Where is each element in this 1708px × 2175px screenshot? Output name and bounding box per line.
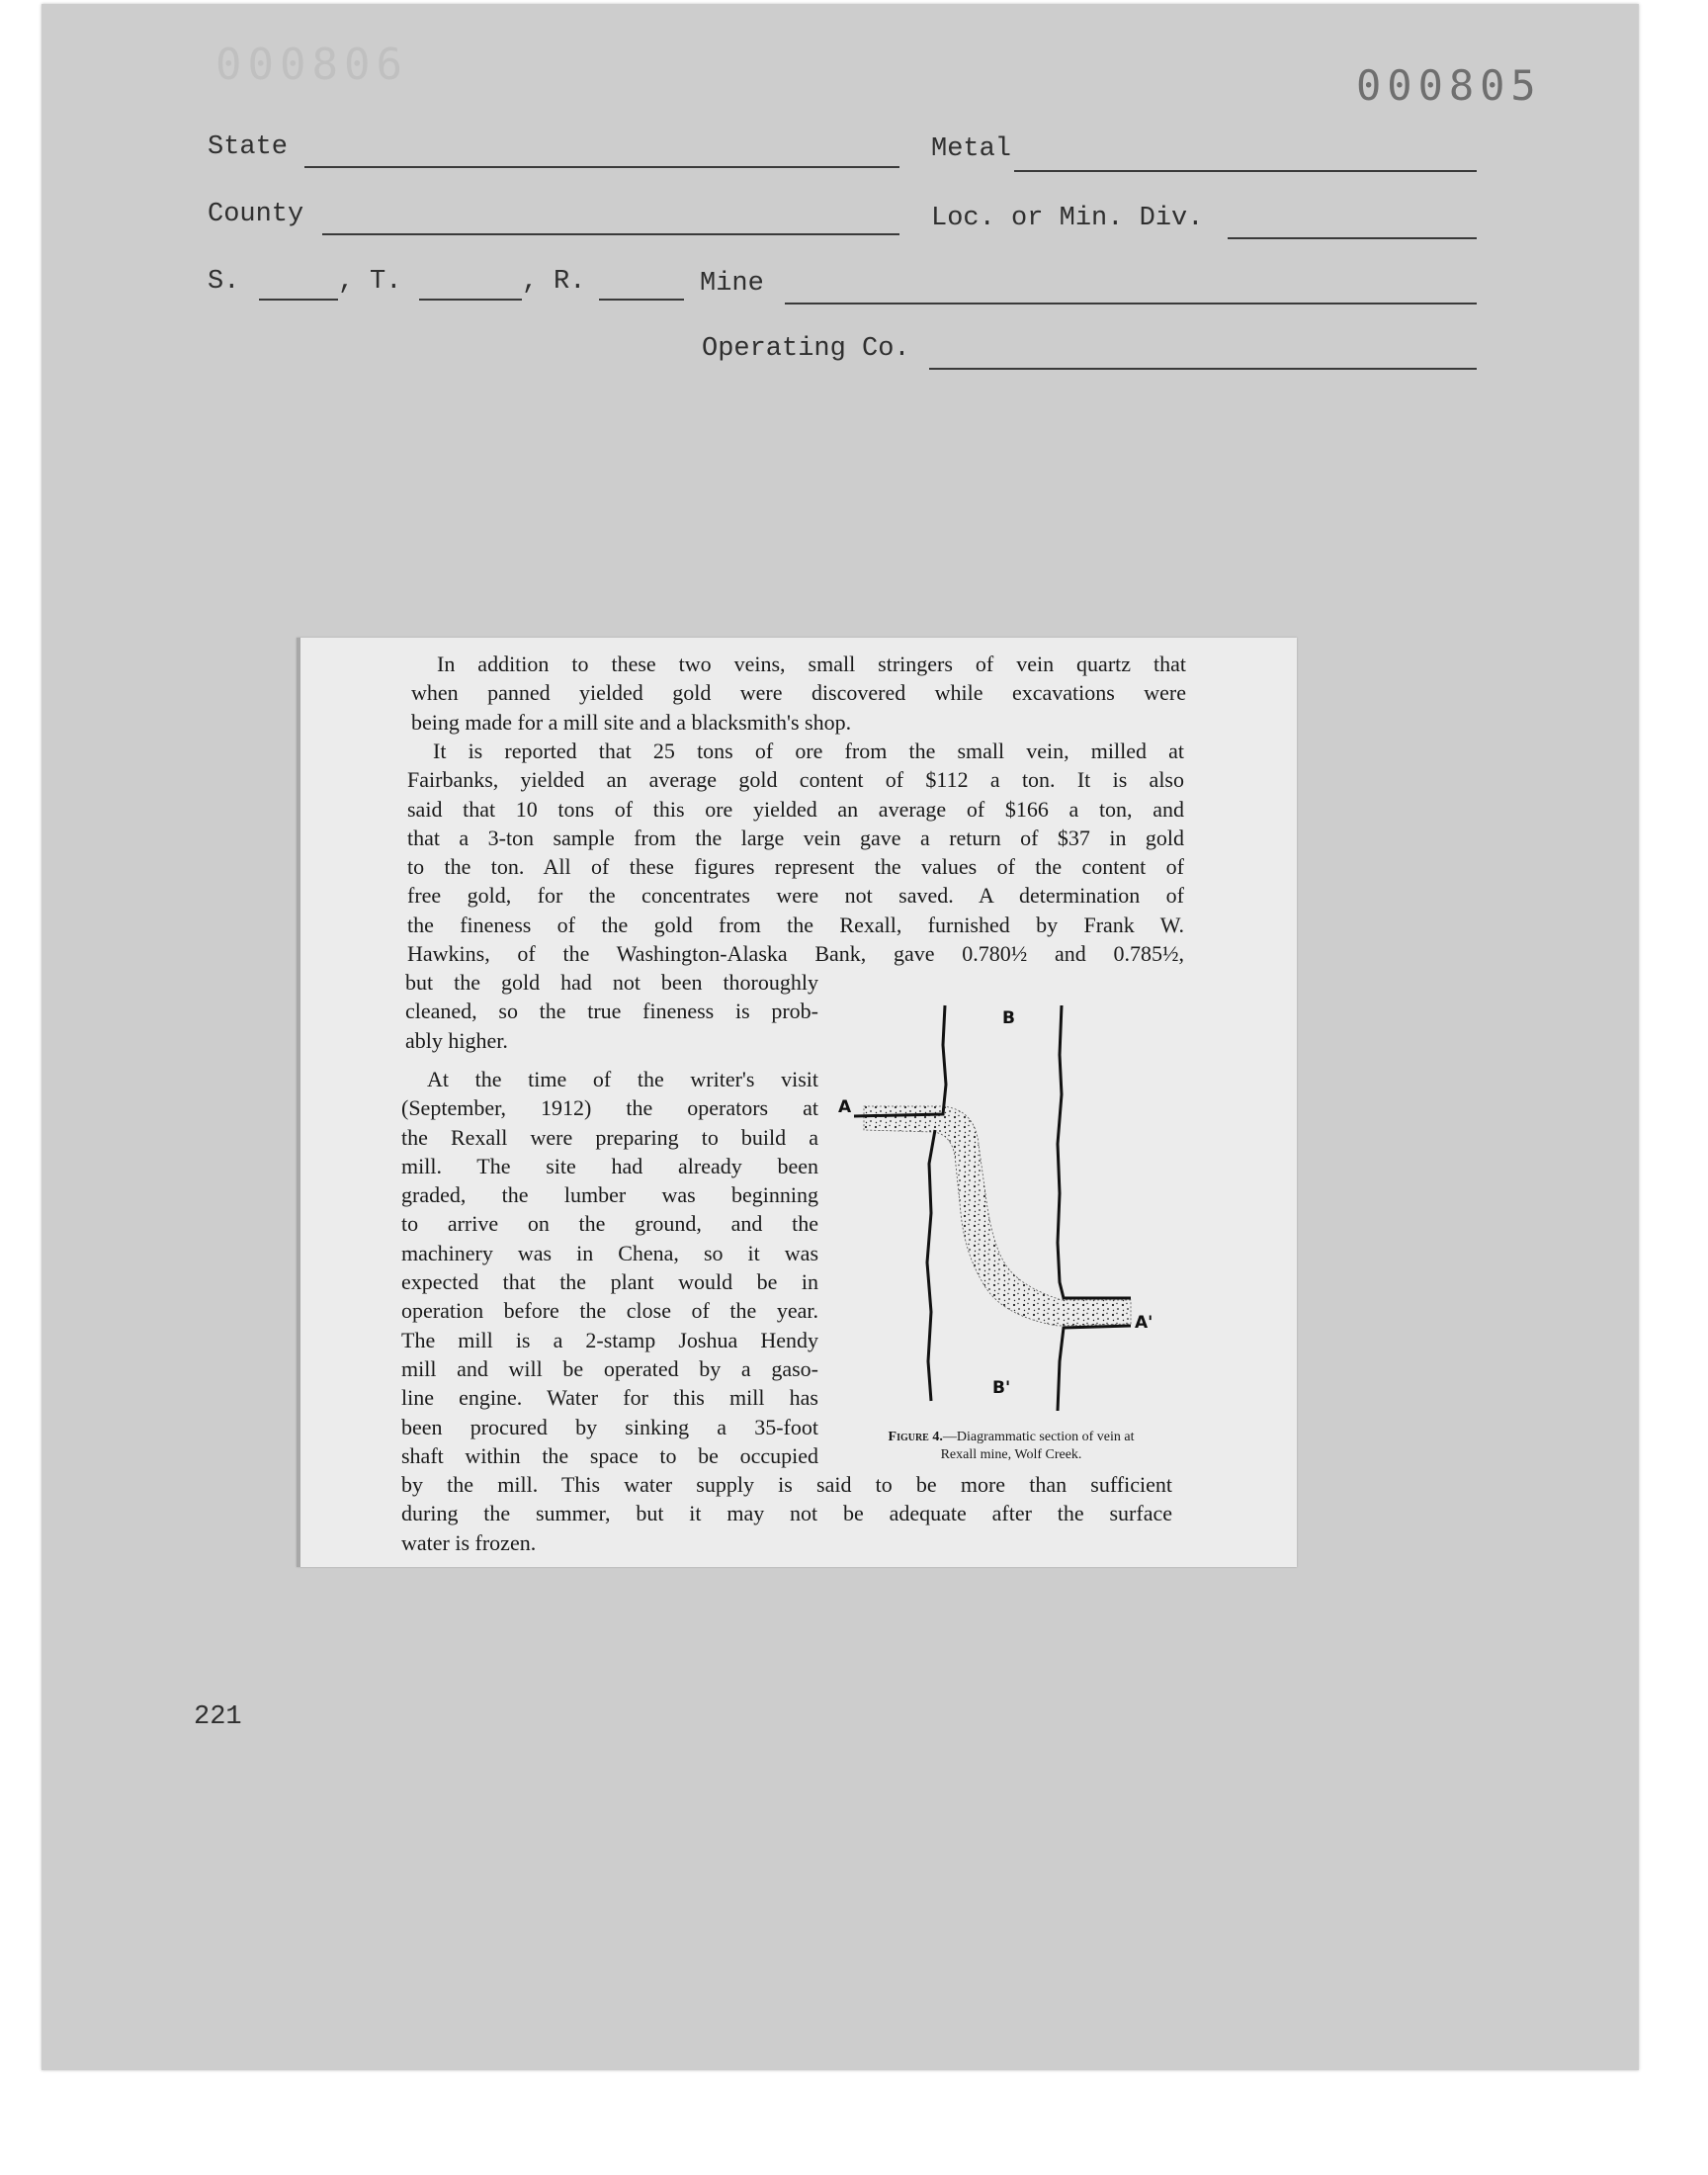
article-clipping xyxy=(297,638,1297,1567)
caption-line-1-text: —Diagrammatic section of vein at xyxy=(942,1430,1135,1444)
p2-line: It is reported that 25 tons of ore from the small vein, milled at xyxy=(433,739,1184,763)
section-label: S. xyxy=(208,267,240,297)
metal-line xyxy=(1014,170,1477,172)
label-b: B xyxy=(1002,1008,1015,1028)
p2-line: to the ton. All of these figures represent the values of the content of xyxy=(407,854,1184,880)
p2n-line: but the gold had not been thoroughly xyxy=(405,970,818,995)
p2n-line: ably higher. xyxy=(405,1027,508,1053)
p3-line: (September, 1912) the operators at xyxy=(401,1095,818,1121)
p3w-line: water is frozen. xyxy=(401,1529,537,1555)
p2-line: Hawkins, of the Washington-Alaska Bank, gave 0.780½ and 0.785½, xyxy=(407,941,1184,967)
right-wall xyxy=(1058,1005,1131,1411)
paragraph-1 xyxy=(411,650,1186,737)
mine-line xyxy=(785,303,1477,304)
p3-line: graded, the lumber was beginning xyxy=(401,1182,818,1208)
faded-record-stamp: 000806 xyxy=(215,40,408,90)
operating-co-line xyxy=(929,368,1477,370)
p3-line: operation before the close of the year. xyxy=(401,1298,818,1324)
caption-line-1 xyxy=(828,1429,1194,1446)
county-line xyxy=(322,233,899,235)
p2-line: Fairbanks, yielded an average gold content of $112 a ton. It is also xyxy=(407,767,1184,793)
p3-line: The mill is a 2-stamp Joshua Hendy xyxy=(401,1327,818,1352)
p3-line: line engine. Water for this mill has xyxy=(401,1385,818,1411)
p2-line: free gold, for the concentrates were not saved. A determination of xyxy=(407,883,1184,909)
section-line xyxy=(259,299,338,301)
p3-line: to arrive on the ground, and the xyxy=(401,1211,818,1237)
p3-line: mill and will be operated by a gaso- xyxy=(401,1355,818,1381)
p1-line: being made for a mill site and a blacksmith's shop. xyxy=(411,709,852,735)
metal-label: Metal xyxy=(931,134,1012,164)
p2-line: the fineness of the gold from the Rexall, furnished by Frank W. xyxy=(407,912,1184,937)
p3-line: machinery was in Chena, so it was xyxy=(401,1240,818,1265)
operating-co-label: Operating Co. xyxy=(702,334,910,364)
p2-line: said that 10 tons of this ore yielded an average of $166 a ton, and xyxy=(407,796,1184,822)
figure-caption xyxy=(828,1429,1194,1464)
vein-band xyxy=(864,1106,1131,1326)
p2-line: that a 3-ton sample from the large vein gave a return of $37 in gold xyxy=(407,825,1184,850)
p3-line: shaft within the space to be occupied xyxy=(401,1442,818,1468)
page-number: 221 xyxy=(194,1702,242,1732)
locality-label: Loc. or Min. Div. xyxy=(931,204,1204,233)
locality-line xyxy=(1228,237,1477,239)
p3-line: mill. The site had already been xyxy=(401,1153,818,1178)
township-label: T. xyxy=(370,267,402,297)
state-label: State xyxy=(208,132,289,162)
p3w-line: by the mill. This water supply is said to be more than sufficient xyxy=(401,1472,1172,1497)
county-label: County xyxy=(208,200,304,229)
p3-line: expected that the plant would be in xyxy=(401,1269,818,1295)
label-a-prime: A' xyxy=(1135,1313,1153,1333)
caption-prefix: Figure 4. xyxy=(888,1430,943,1444)
section-comma: , xyxy=(338,267,355,297)
state-line xyxy=(304,166,899,168)
left-wall xyxy=(854,1005,946,1401)
range-line xyxy=(599,299,684,301)
paragraph-2 xyxy=(407,737,1184,968)
paragraph-2-narrow xyxy=(405,968,818,1055)
p3-line: the Rexall were preparing to build a xyxy=(401,1124,818,1150)
p3-line: been procured by sinking a 35-foot xyxy=(401,1414,818,1439)
township-line xyxy=(419,299,522,301)
caption-line-2: Rexall mine, Wolf Creek. xyxy=(940,1447,1082,1462)
vein-section-diagram xyxy=(834,986,1190,1421)
label-b-prime: B' xyxy=(992,1378,1011,1398)
p1-line: In addition to these two veins, small stringers of vein quartz that xyxy=(437,652,1186,676)
paragraph-3-wide xyxy=(401,1470,1172,1557)
township-comma: , xyxy=(522,267,539,297)
p2n-line: cleaned, so the true fineness is prob- xyxy=(405,999,818,1024)
record-number-stamp: 000805 xyxy=(1356,61,1542,110)
p1-line: when panned yielded gold were discovered while excavations were xyxy=(411,680,1186,706)
paragraph-3 xyxy=(401,1065,818,1470)
range-label: R. xyxy=(554,267,586,297)
p3-line: At the time of the writer's visit xyxy=(427,1067,818,1091)
label-a: A xyxy=(838,1097,852,1117)
mine-label: Mine xyxy=(700,269,764,299)
p3w-line: during the summer, but it may not be adequate after the surface xyxy=(401,1501,1172,1526)
